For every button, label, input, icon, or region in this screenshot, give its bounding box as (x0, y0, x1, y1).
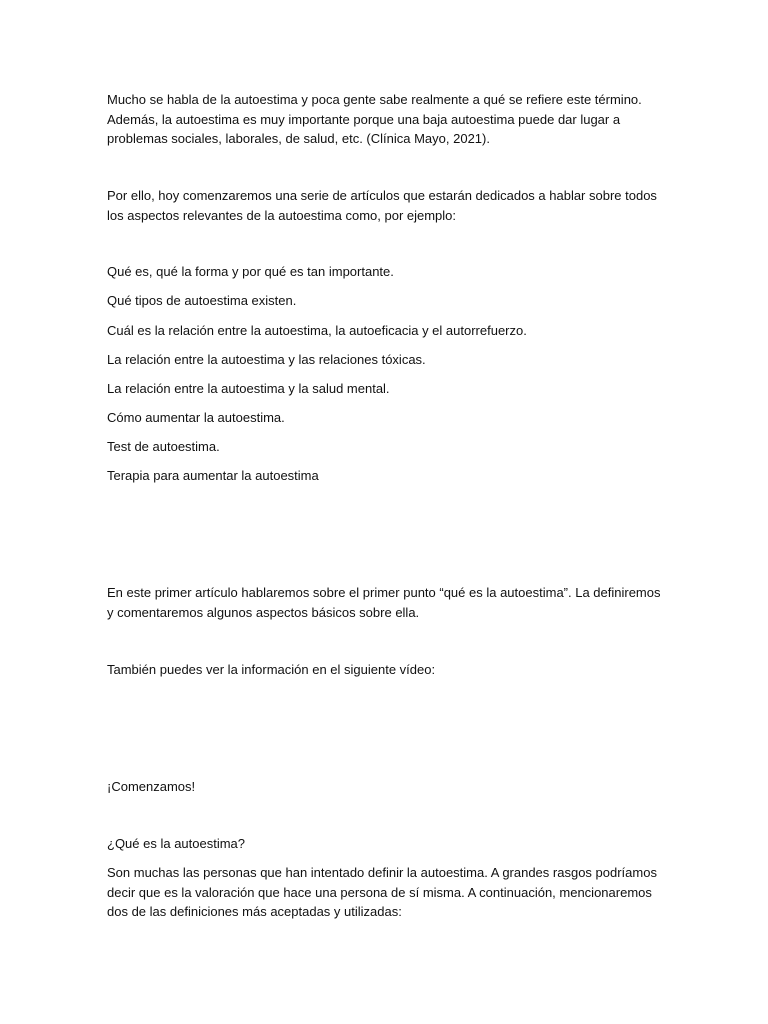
section-heading: ¿Qué es la autoestima? (107, 836, 246, 851)
topic-item: Qué tipos de autoestima existen. (107, 293, 297, 308)
start-line: ¡Comenzamos! (107, 779, 196, 794)
topic-item: La relación entre la autoestima y las relaciones tóxicas. (107, 352, 426, 367)
series-intro-paragraph: Por ello, hoy comenzaremos una serie de artículos que estarán dedicados a hablar sobre todos los aspectos relevantes de la autoestima como, por ejemplo: (107, 188, 657, 223)
first-article-paragraph: En este primer artículo hablaremos sobre el primer punto “qué es la autoestima”. La definiremos y comentaremos algunos aspectos básicos sobre ella. (107, 585, 661, 620)
topic-item: Cómo aumentar la autoestima. (107, 410, 285, 425)
video-note: También puedes ver la información en el siguiente vídeo: (107, 662, 436, 677)
topic-item: Cuál es la relación entre la autoestima, la autoeficacia y el autorrefuerzo. (107, 323, 527, 338)
topic-item: Test de autoestima. (107, 439, 220, 454)
topic-item: Terapia para aumentar la autoestima (107, 468, 319, 483)
topic-item: Qué es, qué la forma y por qué es tan importante. (107, 264, 394, 279)
definition-paragraph: Son muchas las personas que han intentado definir la autoestima. A grandes rasgos podríamos decir que es la valoración que hace una persona de sí misma. A continuación, mencionaremos dos de las definiciones más aceptadas y utilizadas: (107, 865, 657, 919)
intro-paragraph: Mucho se habla de la autoestima y poca gente sabe realmente a qué se refiere este término. Además, la autoestima es muy importante porque una baja autoestima puede dar lugar a problemas sociales, laborales, de salud, etc. (Clínica Mayo, 2021). (107, 92, 642, 146)
topic-item: La relación entre la autoestima y la salud mental. (107, 381, 390, 396)
